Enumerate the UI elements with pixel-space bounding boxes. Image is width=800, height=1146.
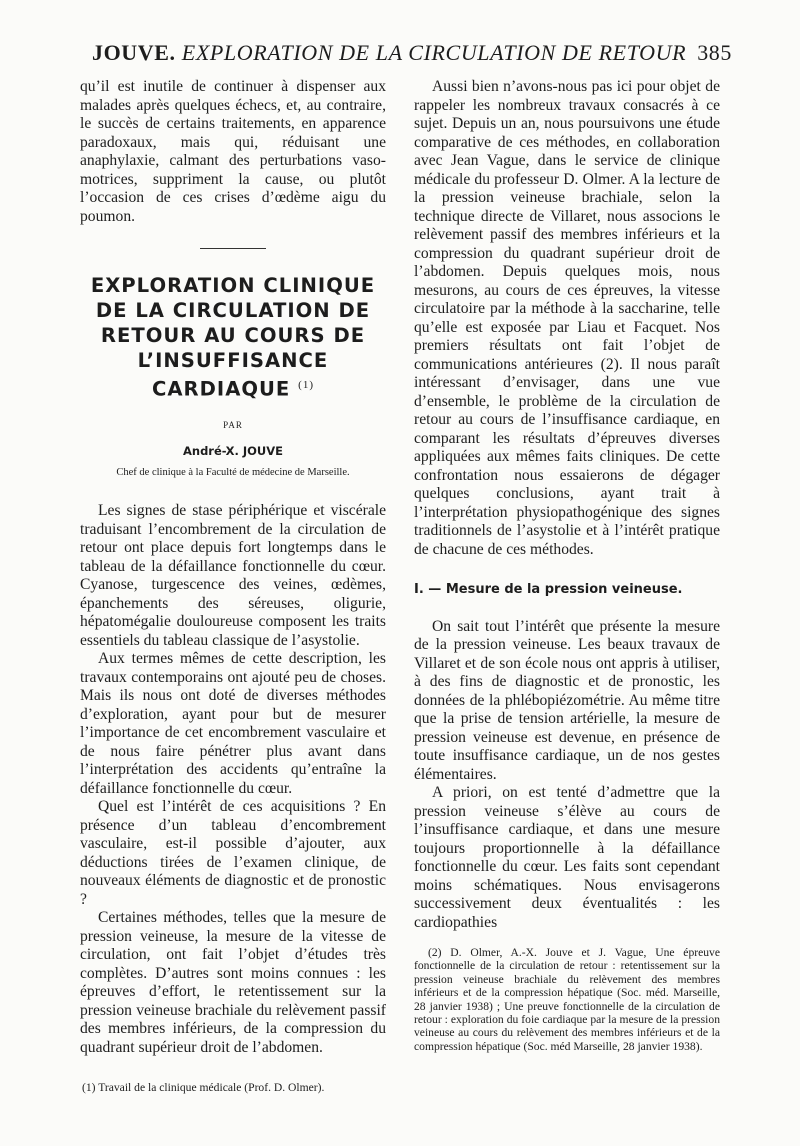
- author-affiliation: Chef de clinique à la Faculté de médecine de Marseille.: [116, 466, 350, 478]
- section-divider: [200, 248, 266, 249]
- footnote-2: (2) D. Olmer, A.-X. Jouve et J. Vague, Une épreuve fonctionnelle de la circulation de retour : retentissement sur la pression veineuse brachiale du relèvement des membres inférieurs et de la compression hépatique (Soc. méd. Marseille, 28 janvier 1938) ; Une preuve fonctionnelle de la circulation de retour : exploration du foie cardiaque par la mesure de la pression veineuse au cours du relèvement des membres inférieurs et de la compression hépatique (Soc. méd Marseille, 28 janvier 1938).: [414, 946, 720, 1053]
- running-head: [92, 40, 732, 70]
- body-paragraph: Certaines méthodes, telles que la mesure de pression veineuse, la mesure de la vitesse de circulation, ont fait l’objet d’études très complètes. D’autres sont moins connues : les épreuves d’effort, le retentissement sur la pression veineuse brachiale du relèvement passif des membres inférieurs, de la compression du quadrant supérieur droit de l’abdomen.: [80, 909, 386, 1056]
- by-label: PAR: [223, 419, 243, 430]
- body-paragraph: Les signes de stase périphérique et viscérale traduisant l’encombrement de la circulation de retour ont place depuis fort longtemps dans le tableau de la défaillance fonctionnelle du cœur. Cyanose, turgescence des veines, œdèmes, épanchements des séreuses, oligurie, hépatomégalie douloureuse composent les traits essentiels du tableau classique de l’asystolie.: [80, 502, 386, 649]
- author-name: André-X. JOUVE: [182, 444, 283, 459]
- section-heading: I. — Mesure de la pression veineuse.: [414, 582, 683, 597]
- running-head-author: JOUVE.: [92, 40, 176, 65]
- body-paragraph: A priori, on est tenté d’admettre que la pression veineuse s’élève au cours de l’insuffisance cardiaque, et dans une mesure toujours proportionnelle à la défaillance fonctionnelle du cœur. Les faits sont cependant moins schématiques. Nous envisagerons successivement deux éventualités : les cardiopathies: [414, 784, 720, 931]
- body-paragraph: Quel est l’intérêt de ces acquisitions ? En présence d’un tableau d’encombrement vasculaire, est-il possible d’ajouter, aux déductions tirées de l’examen clinique, de nouveaux éléments de diagnostic et de pronostic ?: [80, 798, 386, 908]
- page-number: 385: [697, 40, 732, 65]
- title-footnote-marker: (1): [298, 379, 314, 391]
- body-paragraph: Aux termes mêmes de cette description, les travaux contemporains ont ajouté peu de choses. Mais ils nous ont doté de diverses méthodes d’exploration, ayant pour but de mesurer l’importance de cet encombrement vasculaire et de nous faire pénétrer plus avant dans l’interprétation des accidents qu’entraîne la défaillance fonctionnelle du cœur.: [80, 650, 386, 797]
- body-paragraph: On sait tout l’intérêt que présente la mesure de la pression veineuse. Les beaux travaux de Villaret et de son école nous ont appris à utiliser, à des fins de diagnostic et de pronostic, les données de la phlébopiézométrie. Au même titre que la prise de tension artérielle, la mesure de pression veineuse est devenue, en présence de toute insuffisance cardiaque, un de nos gestes élémentaires.: [414, 617, 720, 783]
- right-column: [414, 78, 720, 1053]
- intro-paragraph: qu’il est inutile de continuer à dispenser aux malades après quelques échecs, et, au contraire, le succès de certains traitements, en apparence paradoxaux, mais qui, réduisant une anaphylaxie, calmant des perturbations vaso-motrices, suppriment la cause, ou plutôt l’occasion de ces crises d’œdème aigu du poumon.: [80, 78, 386, 225]
- running-head-title: EXPLORATION DE LA CIRCULATION DE RETOUR: [181, 40, 687, 65]
- left-column: [80, 78, 386, 1094]
- article-title-text: EXPLORATION CLINIQUE DE LA CIRCULATION DE RETOUR AU COURS DE L’INSUFFISANCE CARDIAQUE: [90, 274, 376, 401]
- article-title: [80, 273, 386, 402]
- footnote-1: (1) Travail de la clinique médicale (Prof. D. Olmer).: [82, 1081, 325, 1095]
- body-paragraph: Aussi bien n’avons-nous pas ici pour objet de rappeler les nombreux travaux consacrés à ce sujet. Depuis un an, nous poursuivons une étude comparative de ces méthodes, en collaboration avec Jean Vague, dans le service de clinique médicale du professeur D. Olmer. A la lecture de la pression veineuse brachiale, selon la technique directe de Villaret, nous associons le relèvement passif des membres inférieurs et la compression du quadrant supérieur droit de l’abdomen. Depuis quelques mois, nous mesurons, au cours de ces épreuves, la vitesse circulatoire par la méthode à la saccharine, telle qu’elle est exposée par Liau et Facquet. Nos premiers résultats ont fait l’objet de communications antérieures (2). Il nous paraît intéressant d’envisager, dans une vue d’ensemble, le problème de la circulation de retour au cours de l’insuffisance cardiaque, en comparant les résultats d’épreuves diverses appliquées aux mêmes faits cliniques. De cette confrontation nous essaierons de dégager quelques conclusions, ayant trait à l’interprétation physiopathogénique des signes traditionnels de l’asystolie et à l’intérêt pratique de chacune de ces méthodes.: [414, 78, 720, 558]
